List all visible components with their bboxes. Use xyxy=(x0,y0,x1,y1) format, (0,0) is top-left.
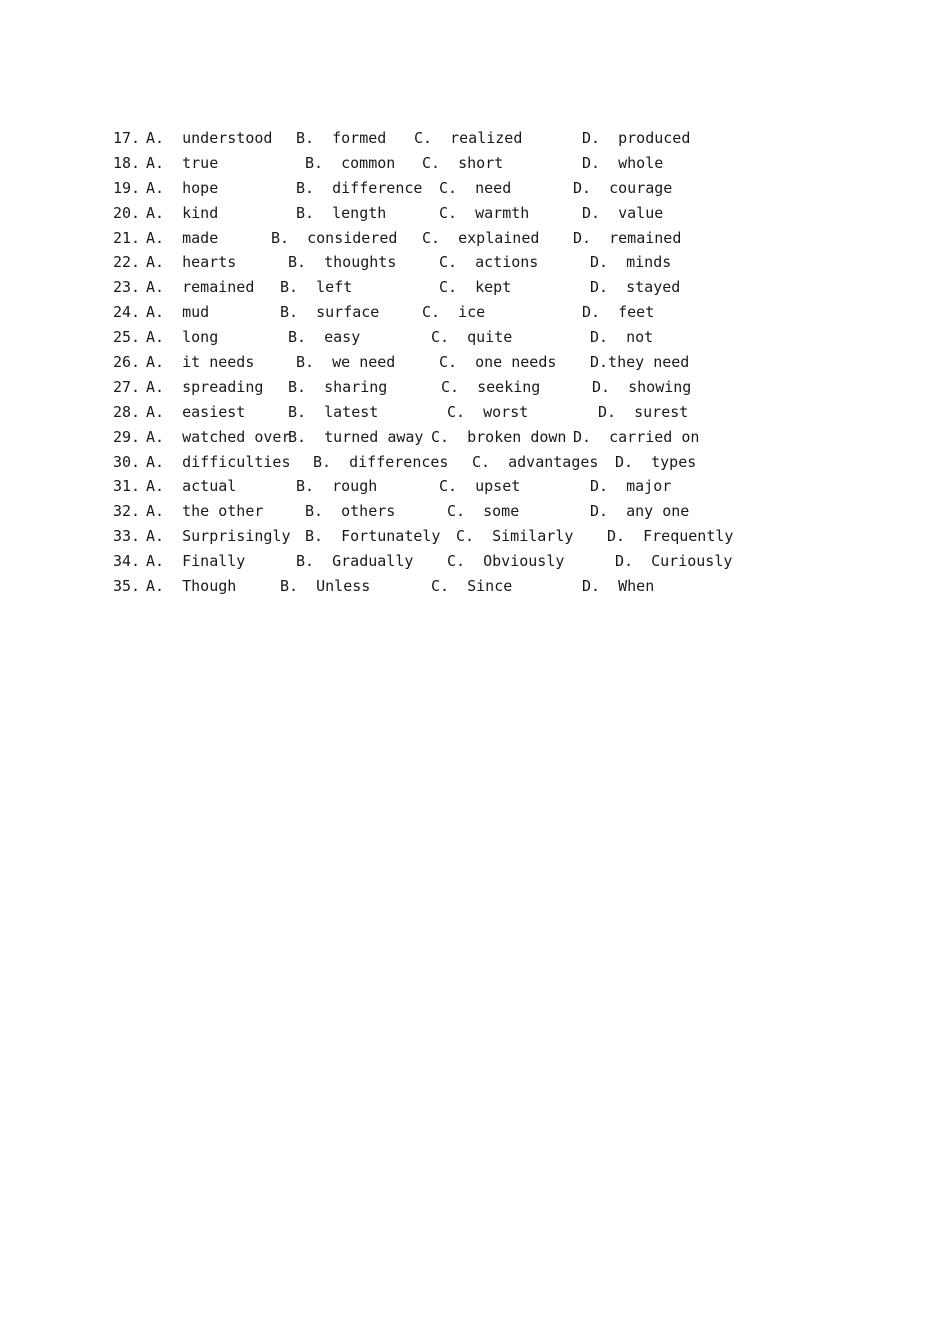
question-number: 27. xyxy=(113,377,141,396)
option-a: A. Though xyxy=(146,577,237,596)
question-row-33 xyxy=(113,524,833,549)
question-row-18 xyxy=(113,151,833,176)
option-c: C. worst xyxy=(447,402,529,421)
option-a: A. kind xyxy=(146,203,219,222)
option-b: B. differences xyxy=(313,452,449,471)
option-d: D. whole xyxy=(582,153,664,172)
option-a: A. understood xyxy=(146,129,273,147)
option-b: B. thoughts xyxy=(288,253,397,272)
question-row-31 xyxy=(113,474,833,499)
option-d: D. When xyxy=(582,577,655,596)
question-row-35 xyxy=(113,574,833,599)
question-number: 21. xyxy=(113,228,141,247)
question-number: 31. xyxy=(113,477,141,496)
option-a: A. mud xyxy=(146,303,210,322)
option-a: A. remained xyxy=(146,278,255,297)
question-number: 17. xyxy=(113,129,141,147)
option-c: C. broken down xyxy=(431,427,567,446)
option-c: C. warmth xyxy=(439,203,530,222)
question-row-28 xyxy=(113,400,833,425)
question-row-20 xyxy=(113,201,833,226)
question-number: 33. xyxy=(113,527,141,546)
question-row-29 xyxy=(113,425,833,450)
option-b: B. Unless xyxy=(280,577,371,596)
option-b: B. considered xyxy=(271,228,398,247)
option-b: B. surface xyxy=(280,303,380,322)
option-a: A. Finally xyxy=(146,552,246,571)
question-number: 19. xyxy=(113,178,141,197)
question-row-22 xyxy=(113,250,833,275)
question-number: 35. xyxy=(113,577,141,596)
question-number: 18. xyxy=(113,153,141,172)
option-a: A. the other xyxy=(146,502,264,521)
question-number: 29. xyxy=(113,427,141,446)
option-c: C. ice xyxy=(422,303,486,322)
option-c: C. Obviously xyxy=(447,552,565,571)
option-b: B. common xyxy=(305,153,396,172)
option-b: B. easy xyxy=(288,328,361,347)
option-d: D. carried on xyxy=(573,427,700,446)
option-c: C. Since xyxy=(431,577,513,596)
option-a: A. watched over xyxy=(146,427,291,446)
option-b: B. latest xyxy=(288,402,379,421)
question-number: 24. xyxy=(113,303,141,322)
option-d: D. major xyxy=(590,477,672,496)
question-number: 34. xyxy=(113,552,141,571)
option-a: A. hearts xyxy=(146,253,237,272)
question-row-17 xyxy=(113,126,833,151)
option-a: A. true xyxy=(146,153,219,172)
option-c: C. quite xyxy=(431,328,513,347)
question-row-19 xyxy=(113,176,833,201)
option-b: B. length xyxy=(296,203,387,222)
option-c: C. short xyxy=(422,153,504,172)
option-d: D. Frequently xyxy=(607,527,734,546)
option-b: B. rough xyxy=(296,477,378,496)
option-d: D. produced xyxy=(582,129,691,147)
option-d: D. surest xyxy=(598,402,689,421)
question-row-26 xyxy=(113,350,833,375)
question-number: 23. xyxy=(113,278,141,297)
question-row-24 xyxy=(113,300,833,325)
option-c: C. explained xyxy=(422,228,540,247)
option-b: B. Gradually xyxy=(296,552,414,571)
option-d: D. stayed xyxy=(590,278,681,297)
option-d: D. Curiously xyxy=(615,552,733,571)
option-c: C. some xyxy=(447,502,520,521)
option-b: B. sharing xyxy=(288,377,388,396)
option-a: A. spreading xyxy=(146,377,264,396)
option-a: A. Surprisingly xyxy=(146,527,291,546)
option-a: A. made xyxy=(146,228,219,247)
option-b: B. we need xyxy=(296,353,396,372)
option-b: B. difference xyxy=(296,178,423,197)
option-c: C. advantages xyxy=(472,452,599,471)
question-row-21 xyxy=(113,226,833,251)
question-number: 22. xyxy=(113,253,141,272)
option-d: D. courage xyxy=(573,178,673,197)
question-number: 20. xyxy=(113,203,141,222)
option-d: D. remained xyxy=(573,228,682,247)
option-c: C. actions xyxy=(439,253,539,272)
option-d: D. showing xyxy=(592,377,692,396)
option-c: C. realized xyxy=(414,129,523,147)
question-list xyxy=(113,126,833,599)
option-c: C. seeking xyxy=(441,377,541,396)
question-row-27 xyxy=(113,375,833,400)
option-d: D. minds xyxy=(590,253,672,272)
option-b: B. left xyxy=(280,278,353,297)
option-d: D. feet xyxy=(582,303,655,322)
option-d: D. any one xyxy=(590,502,690,521)
option-b: B. others xyxy=(305,502,396,521)
question-number: 26. xyxy=(113,353,141,372)
option-a: A. hope xyxy=(146,178,219,197)
option-d: D. not xyxy=(590,328,654,347)
question-number: 25. xyxy=(113,328,141,347)
option-b: B. turned away xyxy=(288,427,424,446)
option-d: D.they need xyxy=(590,353,690,372)
question-row-23 xyxy=(113,275,833,300)
question-row-25 xyxy=(113,325,833,350)
question-number: 30. xyxy=(113,452,141,471)
option-a: A. actual xyxy=(146,477,237,496)
option-c: C. kept xyxy=(439,278,512,297)
option-b: B. Fortunately xyxy=(305,527,441,546)
option-c: C. one needs xyxy=(439,353,557,372)
option-c: C. Similarly xyxy=(456,527,574,546)
option-c: C. upset xyxy=(439,477,521,496)
option-a: A. it needs xyxy=(146,353,255,372)
option-d: D. value xyxy=(582,203,664,222)
option-d: D. types xyxy=(615,452,697,471)
question-number: 28. xyxy=(113,402,141,421)
option-a: A. difficulties xyxy=(146,452,291,471)
option-a: A. long xyxy=(146,328,219,347)
question-row-34 xyxy=(113,549,833,574)
question-number: 32. xyxy=(113,502,141,521)
option-a: A. easiest xyxy=(146,402,246,421)
option-b: B. formed xyxy=(296,129,387,147)
question-row-30 xyxy=(113,450,833,475)
question-row-32 xyxy=(113,499,833,524)
option-c: C. need xyxy=(439,178,512,197)
